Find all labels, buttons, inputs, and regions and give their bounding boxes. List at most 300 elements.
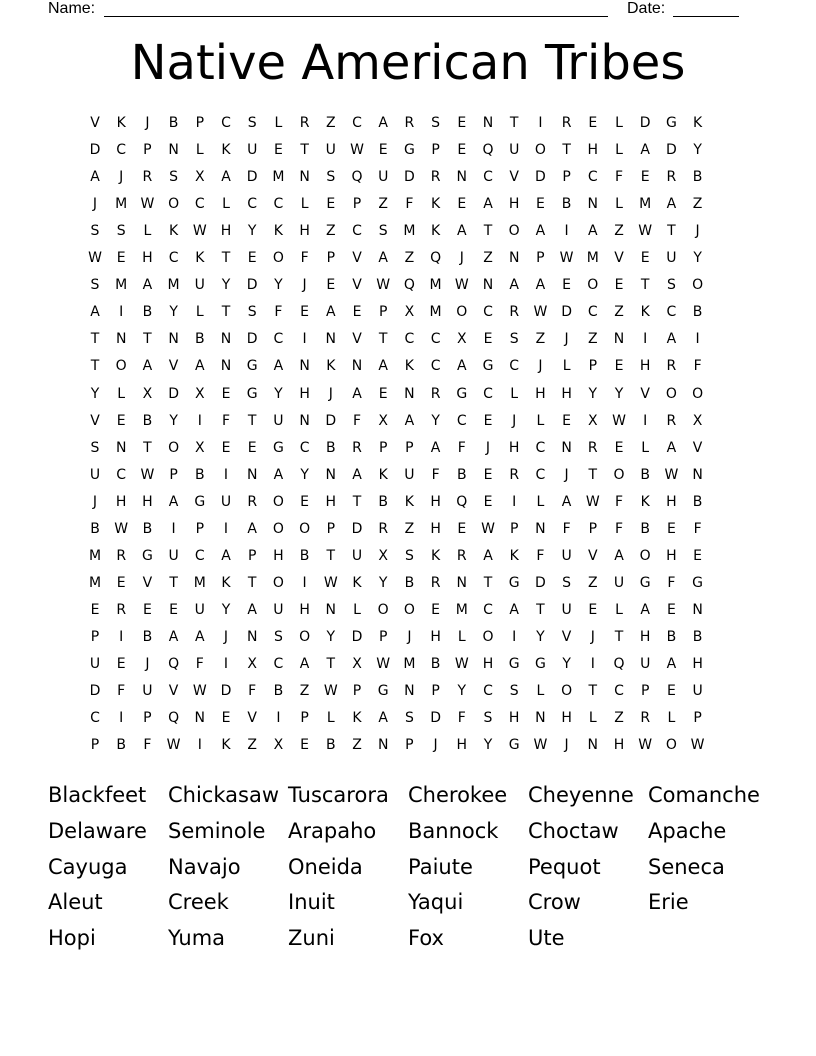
grid-letter[interactable]: E xyxy=(300,493,310,510)
grid-letter[interactable]: X xyxy=(195,385,205,402)
grid-letter[interactable]: A xyxy=(352,385,362,402)
grid-letter[interactable]: A xyxy=(378,250,388,267)
grid-letter[interactable]: R xyxy=(352,439,362,456)
grid-letter[interactable]: D xyxy=(404,169,415,186)
grid-letter[interactable]: A xyxy=(299,656,310,672)
grid-letter[interactable]: L xyxy=(667,710,676,727)
grid-letter[interactable]: F xyxy=(562,520,571,537)
grid-letter[interactable]: C xyxy=(299,439,310,456)
grid-letter[interactable]: N xyxy=(351,358,363,375)
grid-letter[interactable]: I xyxy=(197,412,202,429)
grid-letter[interactable]: T xyxy=(169,574,178,591)
grid-letter[interactable]: Y xyxy=(693,142,702,159)
grid-letter[interactable]: H xyxy=(115,493,127,510)
grid-letter[interactable]: M xyxy=(403,656,416,672)
grid-letter[interactable]: O xyxy=(639,547,651,564)
grid-letter[interactable]: A xyxy=(273,358,284,375)
grid-letter[interactable]: J xyxy=(92,196,98,213)
grid-letter[interactable]: E xyxy=(483,466,493,483)
grid-letter[interactable]: B xyxy=(194,466,205,483)
grid-letter[interactable]: V xyxy=(247,710,257,727)
grid-letter[interactable]: Z xyxy=(614,223,624,240)
grid-letter[interactable]: Z xyxy=(404,520,415,537)
grid-letter[interactable]: E xyxy=(300,304,310,321)
grid-letter[interactable]: S xyxy=(404,547,414,564)
grid-letter[interactable]: P xyxy=(90,628,100,645)
grid-letter[interactable]: C xyxy=(116,142,127,159)
grid-letter[interactable]: G xyxy=(246,385,258,402)
grid-letter[interactable]: A xyxy=(378,115,388,131)
grid-letter[interactable]: J xyxy=(302,277,307,294)
grid-letter[interactable]: F xyxy=(693,358,702,375)
grid-letter[interactable]: E xyxy=(221,710,231,727)
grid-letter[interactable]: H xyxy=(299,385,310,402)
grid-letter[interactable]: G xyxy=(508,737,520,754)
grid-letter[interactable]: U xyxy=(194,601,205,618)
grid-letter[interactable]: V xyxy=(561,628,572,645)
grid-letter[interactable]: A xyxy=(168,628,179,645)
grid-letter[interactable]: Y xyxy=(431,412,440,429)
grid-letter[interactable]: E xyxy=(116,250,126,267)
grid-letter[interactable]: A xyxy=(509,277,519,294)
grid-letter[interactable]: Y xyxy=(588,385,598,402)
grid-letter[interactable]: E xyxy=(588,115,598,131)
grid-letter[interactable]: P xyxy=(247,547,257,564)
grid-letter[interactable]: M xyxy=(429,304,442,321)
grid-letter[interactable]: D xyxy=(561,304,572,321)
grid-letter[interactable]: E xyxy=(247,439,257,456)
grid-letter[interactable]: W xyxy=(376,277,391,294)
grid-letter[interactable]: K xyxy=(116,115,126,131)
grid-letter[interactable]: X xyxy=(457,331,467,348)
grid-letter[interactable]: A xyxy=(195,358,205,375)
grid-letter[interactable]: C xyxy=(273,331,284,348)
grid-letter[interactable]: R xyxy=(247,493,258,510)
grid-letter[interactable]: K xyxy=(221,142,231,159)
grid-letter[interactable]: E xyxy=(116,412,126,429)
grid-letter[interactable]: E xyxy=(483,331,493,348)
grid-letter[interactable]: U xyxy=(666,250,677,267)
grid-letter[interactable]: U xyxy=(325,142,336,159)
grid-letter[interactable]: Z xyxy=(299,683,310,700)
grid-letter[interactable]: F xyxy=(457,439,466,456)
grid-letter[interactable]: O xyxy=(665,737,677,754)
grid-letter[interactable]: B xyxy=(640,520,650,537)
grid-letter[interactable]: K xyxy=(195,250,205,267)
grid-letter[interactable]: Z xyxy=(588,574,598,591)
grid-letter[interactable]: A xyxy=(326,304,336,321)
grid-letter[interactable]: O xyxy=(272,520,284,537)
grid-letter[interactable]: W xyxy=(323,574,338,591)
grid-letter[interactable]: K xyxy=(404,493,414,510)
grid-letter[interactable]: N xyxy=(535,520,546,537)
grid-letter[interactable]: C xyxy=(483,385,493,402)
grid-letter[interactable]: V xyxy=(640,385,650,402)
grid-letter[interactable]: M xyxy=(455,601,468,618)
grid-letter[interactable]: T xyxy=(90,331,100,348)
grid-letter[interactable]: E xyxy=(666,601,676,618)
grid-letter[interactable]: B xyxy=(273,683,284,700)
grid-letter[interactable]: E xyxy=(116,574,126,591)
grid-letter[interactable]: B xyxy=(325,737,336,754)
grid-letter[interactable]: Q xyxy=(403,277,415,294)
grid-letter[interactable]: H xyxy=(456,737,468,754)
grid-letter[interactable]: X xyxy=(273,737,284,754)
grid-letter[interactable]: T xyxy=(90,358,100,375)
grid-letter[interactable]: L xyxy=(222,196,230,213)
grid-letter[interactable]: R xyxy=(142,169,153,186)
grid-letter[interactable]: A xyxy=(535,223,546,240)
grid-letter[interactable]: B xyxy=(378,493,388,510)
grid-letter[interactable]: N xyxy=(168,142,179,159)
grid-letter[interactable]: A xyxy=(168,493,179,510)
grid-letter[interactable]: Z xyxy=(614,304,624,321)
grid-letter[interactable]: P xyxy=(405,439,414,456)
grid-letter[interactable]: E xyxy=(142,601,152,618)
grid-letter[interactable]: X xyxy=(247,656,257,672)
grid-letter[interactable]: G xyxy=(194,493,206,510)
grid-letter[interactable]: N xyxy=(587,737,599,754)
grid-letter[interactable]: B xyxy=(692,493,703,510)
grid-letter[interactable]: H xyxy=(299,223,310,240)
grid-letter[interactable]: A xyxy=(666,331,677,348)
grid-letter[interactable]: R xyxy=(378,520,389,537)
grid-letter[interactable]: M xyxy=(88,547,102,564)
grid-letter[interactable]: C xyxy=(614,683,624,700)
grid-letter[interactable]: F xyxy=(405,196,414,213)
grid-letter[interactable]: P xyxy=(195,115,205,131)
grid-letter[interactable]: O xyxy=(692,277,704,294)
grid-letter[interactable]: Z xyxy=(483,250,493,267)
grid-letter[interactable]: E xyxy=(640,169,650,186)
grid-letter[interactable]: Y xyxy=(169,304,178,321)
grid-letter[interactable]: C xyxy=(483,304,493,321)
grid-letter[interactable]: X xyxy=(378,412,388,429)
grid-letter[interactable]: N xyxy=(692,601,703,618)
grid-letter[interactable]: D xyxy=(246,277,258,294)
grid-letter[interactable]: V xyxy=(352,331,362,348)
grid-letter[interactable]: A xyxy=(247,601,257,618)
grid-letter[interactable]: G xyxy=(508,574,520,591)
grid-letter[interactable]: A xyxy=(483,196,493,213)
grid-letter[interactable]: V xyxy=(90,115,100,131)
grid-letter[interactable]: C xyxy=(221,115,231,131)
grid-letter[interactable]: W xyxy=(612,412,626,429)
grid-letter[interactable]: J xyxy=(328,385,333,402)
grid-letter[interactable]: N xyxy=(482,277,494,294)
grid-letter[interactable]: F xyxy=(352,412,362,429)
grid-letter[interactable]: J xyxy=(459,250,464,267)
grid-letter[interactable]: N xyxy=(404,385,415,402)
grid-letter[interactable]: D xyxy=(351,628,363,645)
grid-letter[interactable]: W xyxy=(350,142,364,159)
grid-letter[interactable]: L xyxy=(536,412,545,429)
grid-letter[interactable]: C xyxy=(587,304,598,321)
grid-letter[interactable]: R xyxy=(116,601,127,618)
grid-letter[interactable]: E xyxy=(588,601,598,618)
grid-letter[interactable]: T xyxy=(536,601,545,618)
grid-letter[interactable]: X xyxy=(195,169,205,186)
grid-letter[interactable]: T xyxy=(143,331,152,348)
grid-letter[interactable]: G xyxy=(692,574,704,591)
grid-letter[interactable]: A xyxy=(195,628,205,645)
grid-letter[interactable]: E xyxy=(614,358,624,375)
grid-letter[interactable]: P xyxy=(431,683,440,700)
grid-letter[interactable]: O xyxy=(456,304,468,321)
grid-letter[interactable]: T xyxy=(509,115,519,131)
grid-letter[interactable]: V xyxy=(588,547,598,564)
grid-letter[interactable]: E xyxy=(457,142,467,159)
grid-letter[interactable]: C xyxy=(483,601,493,618)
grid-letter[interactable]: R xyxy=(430,574,441,591)
grid-letter[interactable]: A xyxy=(90,304,100,321)
grid-letter[interactable]: K xyxy=(509,547,519,564)
grid-letter[interactable]: C xyxy=(509,358,520,375)
grid-letter[interactable]: Y xyxy=(536,628,545,645)
grid-letter[interactable]: I xyxy=(223,520,229,537)
grid-letter[interactable]: S xyxy=(247,304,257,321)
grid-letter[interactable]: N xyxy=(194,710,206,727)
grid-letter[interactable]: A xyxy=(509,601,519,618)
grid-letter[interactable]: O xyxy=(377,601,389,618)
grid-letter[interactable]: T xyxy=(326,656,336,672)
grid-letter[interactable]: C xyxy=(194,547,205,564)
grid-letter[interactable]: L xyxy=(300,196,309,213)
grid-letter[interactable]: N xyxy=(456,574,468,591)
grid-letter[interactable]: E xyxy=(535,196,545,213)
grid-letter[interactable]: Y xyxy=(326,628,336,645)
grid-letter[interactable]: S xyxy=(169,169,179,186)
grid-letter[interactable]: E xyxy=(666,520,676,537)
grid-letter[interactable]: J xyxy=(485,439,491,456)
grid-letter[interactable]: M xyxy=(115,277,128,294)
grid-letter[interactable]: Y xyxy=(378,574,388,591)
grid-letter[interactable]: K xyxy=(326,358,336,375)
grid-letter[interactable]: S xyxy=(378,223,388,240)
grid-letter[interactable]: A xyxy=(666,196,677,213)
grid-letter[interactable]: C xyxy=(666,304,677,321)
grid-letter[interactable]: I xyxy=(695,331,700,348)
grid-letter[interactable]: W xyxy=(664,466,679,483)
grid-letter[interactable]: Q xyxy=(168,710,180,727)
grid-letter[interactable]: C xyxy=(273,196,284,213)
grid-letter[interactable]: I xyxy=(643,412,648,429)
grid-letter[interactable]: R xyxy=(404,115,415,131)
grid-letter[interactable]: Y xyxy=(300,466,309,483)
grid-letter[interactable]: A xyxy=(614,547,624,564)
grid-letter[interactable]: N xyxy=(613,331,625,348)
grid-letter[interactable]: B xyxy=(430,656,441,672)
grid-letter[interactable]: H xyxy=(430,520,441,537)
grid-letter[interactable]: D xyxy=(325,412,337,429)
grid-letter[interactable]: N xyxy=(115,439,127,456)
grid-letter[interactable]: W xyxy=(585,493,600,510)
grid-letter[interactable]: A xyxy=(247,520,257,537)
grid-letter[interactable]: N xyxy=(220,331,232,348)
grid-letter[interactable]: B xyxy=(142,520,153,537)
grid-letter[interactable]: D xyxy=(89,142,101,159)
grid-letter[interactable]: K xyxy=(431,196,441,213)
grid-letter[interactable]: Y xyxy=(169,412,178,429)
grid-letter[interactable]: T xyxy=(221,250,231,267)
grid-letter[interactable]: P xyxy=(405,737,414,754)
grid-letter[interactable]: W xyxy=(454,277,469,294)
grid-letter[interactable]: A xyxy=(457,223,467,240)
grid-letter[interactable]: L xyxy=(536,683,545,700)
grid-letter[interactable]: B xyxy=(692,304,703,321)
grid-letter[interactable]: A xyxy=(640,601,650,618)
grid-letter[interactable]: O xyxy=(272,493,284,510)
grid-letter[interactable]: M xyxy=(193,574,206,591)
grid-letter[interactable]: N xyxy=(246,628,258,645)
grid-letter[interactable]: Y xyxy=(614,385,624,402)
grid-letter[interactable]: Q xyxy=(351,169,363,186)
grid-letter[interactable]: Z xyxy=(378,196,388,213)
grid-letter[interactable]: E xyxy=(457,115,467,131)
grid-letter[interactable]: P xyxy=(169,466,178,483)
grid-letter[interactable]: Y xyxy=(247,223,257,240)
grid-letter[interactable]: O xyxy=(613,466,625,483)
grid-letter[interactable]: T xyxy=(247,412,257,429)
grid-letter[interactable]: R xyxy=(430,385,441,402)
grid-letter[interactable]: Y xyxy=(483,737,493,754)
grid-letter[interactable]: V xyxy=(614,250,624,267)
grid-letter[interactable]: S xyxy=(116,223,126,240)
grid-letter[interactable]: O xyxy=(665,385,677,402)
grid-letter[interactable]: W xyxy=(323,683,338,700)
grid-letter[interactable]: L xyxy=(615,142,623,159)
grid-letter[interactable]: E xyxy=(221,385,231,402)
grid-letter[interactable]: N xyxy=(246,466,258,483)
grid-letter[interactable]: I xyxy=(223,656,229,672)
grid-letter[interactable]: U xyxy=(220,493,232,510)
grid-letter[interactable]: M xyxy=(115,196,128,213)
grid-letter[interactable]: G xyxy=(456,385,468,402)
grid-letter[interactable]: D xyxy=(89,683,101,700)
grid-letter[interactable]: E xyxy=(326,277,336,294)
grid-letter[interactable]: O xyxy=(168,196,180,213)
grid-letter[interactable]: I xyxy=(302,331,307,348)
grid-letter[interactable]: E xyxy=(352,304,362,321)
grid-letter[interactable]: R xyxy=(666,358,677,375)
grid-letter[interactable]: N xyxy=(168,331,179,348)
grid-letter[interactable]: W xyxy=(638,223,653,240)
grid-letter[interactable]: X xyxy=(404,304,415,321)
grid-letter[interactable]: S xyxy=(562,574,572,591)
grid-letter[interactable]: I xyxy=(590,656,595,672)
grid-letter[interactable]: H xyxy=(299,601,310,618)
grid-letter[interactable]: Z xyxy=(326,223,336,240)
grid-letter[interactable]: D xyxy=(246,169,258,186)
grid-letter[interactable]: C xyxy=(430,331,441,348)
grid-letter[interactable]: E xyxy=(221,439,231,456)
grid-letter[interactable]: K xyxy=(221,737,231,754)
grid-letter[interactable]: W xyxy=(376,656,391,672)
grid-letter[interactable]: L xyxy=(195,142,204,159)
grid-letter[interactable]: E xyxy=(614,277,624,294)
grid-letter[interactable]: R xyxy=(509,466,520,483)
grid-letter[interactable]: F xyxy=(457,710,466,727)
grid-letter[interactable]: R xyxy=(640,710,651,727)
grid-letter[interactable]: F xyxy=(536,547,545,564)
grid-letter[interactable]: G xyxy=(403,142,415,159)
grid-letter[interactable]: H xyxy=(508,439,520,456)
grid-letter[interactable]: R xyxy=(666,169,677,186)
grid-letter[interactable]: M xyxy=(586,250,599,267)
grid-letter[interactable]: Z xyxy=(535,331,546,348)
grid-letter[interactable]: A xyxy=(142,358,153,375)
grid-letter[interactable]: C xyxy=(116,466,127,483)
grid-letter[interactable]: P xyxy=(693,710,702,727)
grid-letter[interactable]: U xyxy=(247,142,258,159)
grid-letter[interactable]: R xyxy=(456,547,467,564)
grid-letter[interactable]: N xyxy=(561,439,572,456)
grid-letter[interactable]: V xyxy=(142,574,153,591)
grid-letter[interactable]: J xyxy=(564,466,569,483)
grid-letter[interactable]: B xyxy=(142,304,153,321)
grid-letter[interactable]: N xyxy=(299,412,310,429)
grid-letter[interactable]: T xyxy=(588,466,598,483)
grid-letter[interactable]: E xyxy=(483,412,493,429)
grid-letter[interactable]: V xyxy=(352,277,362,294)
grid-letter[interactable]: X xyxy=(352,656,362,672)
grid-letter[interactable]: I xyxy=(119,710,124,727)
grid-letter[interactable]: H xyxy=(561,710,572,727)
grid-letter[interactable]: G xyxy=(665,115,677,131)
grid-letter[interactable]: F xyxy=(300,250,309,267)
grid-letter[interactable]: A xyxy=(483,547,493,564)
grid-letter[interactable]: B xyxy=(299,547,310,564)
grid-letter[interactable]: U xyxy=(168,547,179,564)
grid-letter[interactable]: O xyxy=(168,439,180,456)
grid-letter[interactable]: T xyxy=(483,574,493,591)
grid-letter[interactable]: G xyxy=(639,574,651,591)
grid-letter[interactable]: S xyxy=(90,223,100,240)
grid-letter[interactable]: Y xyxy=(221,277,231,294)
grid-letter[interactable]: D xyxy=(430,710,441,727)
grid-letter[interactable]: F xyxy=(117,683,126,700)
grid-letter[interactable]: K xyxy=(352,710,362,727)
grid-letter[interactable]: T xyxy=(326,547,336,564)
grid-letter[interactable]: V xyxy=(352,250,362,267)
grid-letter[interactable]: R xyxy=(430,169,441,186)
grid-letter[interactable]: H xyxy=(535,385,546,402)
grid-letter[interactable]: T xyxy=(640,277,650,294)
grid-letter[interactable]: U xyxy=(142,683,153,700)
grid-letter[interactable]: S xyxy=(431,115,441,131)
grid-letter[interactable]: E xyxy=(326,196,336,213)
grid-letter[interactable]: V xyxy=(509,169,519,186)
grid-letter[interactable]: S xyxy=(404,710,414,727)
grid-letter[interactable]: L xyxy=(536,493,545,510)
grid-letter[interactable]: F xyxy=(221,412,231,429)
grid-letter[interactable]: Q xyxy=(430,250,442,267)
grid-letter[interactable]: A xyxy=(352,466,362,483)
grid-letter[interactable]: O xyxy=(692,385,704,402)
grid-letter[interactable]: T xyxy=(352,493,362,510)
grid-letter[interactable]: S xyxy=(509,331,519,348)
grid-letter[interactable]: A xyxy=(378,710,388,727)
grid-letter[interactable]: L xyxy=(143,223,152,240)
grid-letter[interactable]: E xyxy=(562,277,572,294)
grid-letter[interactable]: Y xyxy=(221,601,231,618)
grid-letter[interactable]: P xyxy=(378,628,388,645)
grid-letter[interactable]: K xyxy=(378,466,388,483)
grid-letter[interactable]: G xyxy=(482,358,494,375)
grid-letter[interactable]: S xyxy=(90,439,100,456)
grid-letter[interactable]: U xyxy=(404,466,415,483)
grid-letter[interactable]: W xyxy=(638,737,653,754)
